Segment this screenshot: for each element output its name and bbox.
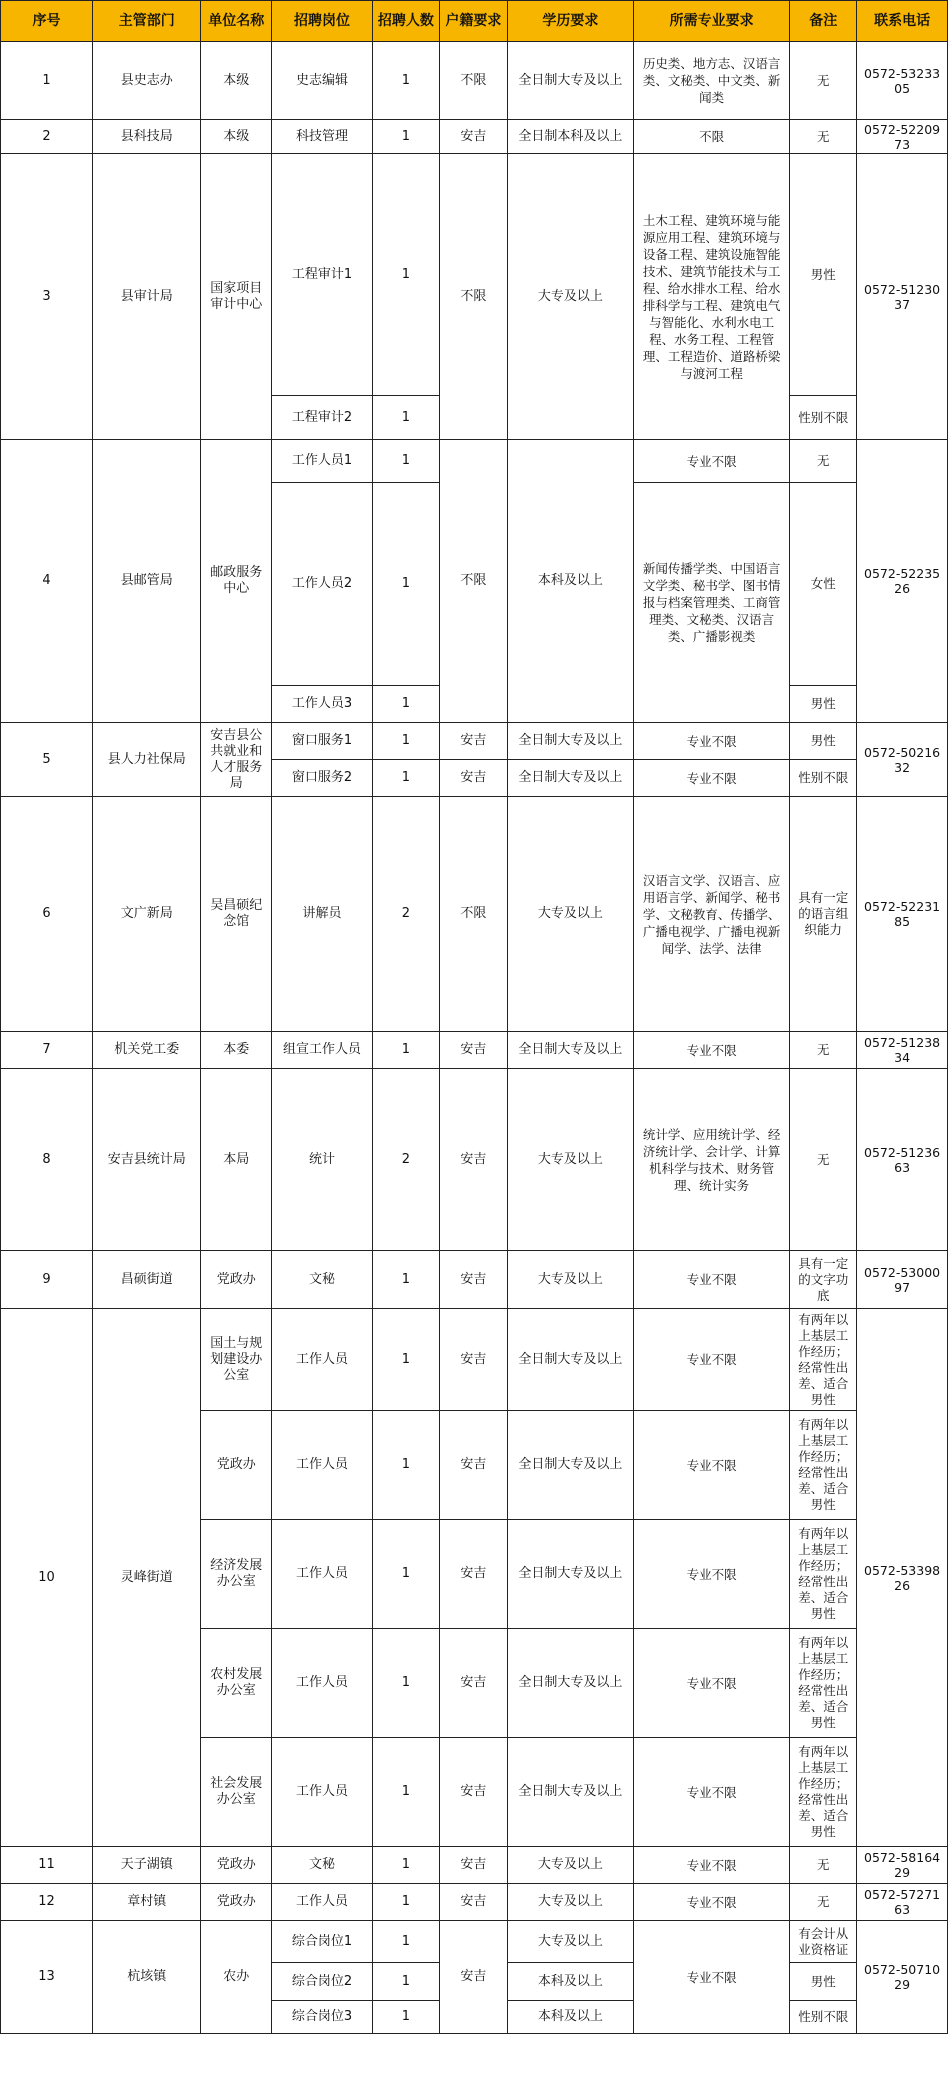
cell-huji: 安吉	[439, 1629, 507, 1738]
cell-post: 工作人员	[272, 1309, 373, 1411]
table-row	[1, 1309, 948, 1411]
cell-edu: 全日制大专及以上	[507, 1629, 633, 1738]
cell-note: 具有一定的语言组织能力	[790, 797, 857, 1032]
cell-unit: 农办	[201, 1921, 272, 2034]
cell-num: 1	[372, 440, 439, 483]
cell-unit: 吴昌硕纪念馆	[201, 797, 272, 1032]
cell-post: 工作人员	[272, 1411, 373, 1520]
cell-num: 1	[372, 1411, 439, 1520]
cell-dept: 县审计局	[93, 154, 201, 440]
cell-phone: 0572-5071029	[857, 1921, 948, 2034]
table-row	[1, 1251, 948, 1309]
cell-note: 有会计从业资格证	[790, 1921, 857, 1963]
cell-unit: 国土与规划建设办公室	[201, 1309, 272, 1411]
cell-no: 5	[1, 723, 93, 797]
cell-note: 性别不限	[790, 396, 857, 440]
cell-post: 工作人员3	[272, 686, 373, 723]
cell-edu: 本科及以上	[507, 440, 633, 723]
table-row	[1, 1069, 948, 1251]
cell-num: 1	[372, 1251, 439, 1309]
cell-no: 7	[1, 1032, 93, 1069]
cell-no: 2	[1, 120, 93, 154]
cell-no: 6	[1, 797, 93, 1032]
cell-huji: 安吉	[439, 120, 507, 154]
cell-num: 1	[372, 1847, 439, 1884]
cell-post: 工作人员	[272, 1629, 373, 1738]
cell-note: 无	[790, 1847, 857, 1884]
cell-unit: 经济发展办公室	[201, 1520, 272, 1629]
cell-no: 9	[1, 1251, 93, 1309]
cell-no: 8	[1, 1069, 93, 1251]
cell-post: 文秘	[272, 1847, 373, 1884]
cell-major: 汉语言文学、汉语言、应用语言学、新闻学、秘书学、文秘教育、传播学、广播电视学、广播电视新闻学、法学、法律	[633, 797, 789, 1032]
cell-edu: 大专及以上	[507, 1884, 633, 1921]
table-row	[1, 797, 948, 1032]
cell-phone: 0572-5123834	[857, 1032, 948, 1069]
cell-major: 专业不限	[633, 1309, 789, 1411]
cell-note: 无	[790, 120, 857, 154]
cell-huji: 安吉	[439, 1738, 507, 1847]
cell-major: 土木工程、建筑环境与能源应用工程、建筑环境与设备工程、建筑设施智能技术、建筑节能技术与工程、给水排水工程、给水排科学与工程、建筑电气与智能化、水利水电工程、水务工程、工程管理、工程造价、道路桥梁与渡河工程	[633, 154, 789, 440]
cell-edu: 全日制大专及以上	[507, 723, 633, 760]
cell-post: 科技管理	[272, 120, 373, 154]
table-row	[1, 42, 948, 120]
cell-post: 综合岗位3	[272, 2001, 373, 2034]
cell-unit: 本委	[201, 1032, 272, 1069]
cell-note: 男性	[790, 686, 857, 723]
cell-unit: 邮政服务中心	[201, 440, 272, 723]
cell-note: 无	[790, 440, 857, 483]
cell-huji: 安吉	[439, 1251, 507, 1309]
cell-no: 12	[1, 1884, 93, 1921]
cell-note: 男性	[790, 154, 857, 396]
cell-num: 1	[372, 760, 439, 797]
cell-edu: 大专及以上	[507, 1251, 633, 1309]
cell-note: 有两年以上基层工作经历；经常性出差、适合男性	[790, 1629, 857, 1738]
cell-phone: 0572-5220973	[857, 120, 948, 154]
cell-dept: 县人力社保局	[93, 723, 201, 797]
cell-phone: 0572-5727163	[857, 1884, 948, 1921]
cell-huji: 安吉	[439, 1921, 507, 2034]
cell-edu: 全日制大专及以上	[507, 1520, 633, 1629]
cell-post: 统计	[272, 1069, 373, 1251]
cell-major: 专业不限	[633, 440, 789, 483]
cell-post: 工程审计1	[272, 154, 373, 396]
header-row	[1, 1, 948, 42]
cell-unit: 党政办	[201, 1884, 272, 1921]
cell-post: 工作人员1	[272, 440, 373, 483]
header-no: 序号	[1, 1, 93, 42]
table-row	[1, 1847, 948, 1884]
cell-note: 无	[790, 1069, 857, 1251]
cell-edu: 全日制大专及以上	[507, 760, 633, 797]
cell-huji: 安吉	[439, 1411, 507, 1520]
cell-num: 1	[372, 1629, 439, 1738]
cell-note: 性别不限	[790, 760, 857, 797]
cell-huji: 安吉	[439, 1884, 507, 1921]
cell-num: 2	[372, 797, 439, 1032]
cell-phone: 0572-5123037	[857, 154, 948, 440]
cell-huji: 不限	[439, 440, 507, 723]
cell-major: 统计学、应用统计学、经济统计学、会计学、计算机科学与技术、财务管理、统计实务	[633, 1069, 789, 1251]
header-unit: 单位名称	[201, 1, 272, 42]
cell-unit: 本级	[201, 42, 272, 120]
cell-note: 男性	[790, 1963, 857, 2001]
cell-major: 不限	[633, 120, 789, 154]
cell-post: 文秘	[272, 1251, 373, 1309]
cell-note: 有两年以上基层工作经历；经常性出差、适合男性	[790, 1738, 857, 1847]
header-phone: 联系电话	[857, 1, 948, 42]
cell-edu: 全日制大专及以上	[507, 1032, 633, 1069]
cell-note: 无	[790, 1884, 857, 1921]
cell-no: 10	[1, 1309, 93, 1847]
cell-post: 综合岗位2	[272, 1963, 373, 2001]
header-dept: 主管部门	[93, 1, 201, 42]
cell-edu: 本科及以上	[507, 1963, 633, 2001]
cell-post: 史志编辑	[272, 42, 373, 120]
cell-unit: 国家项目审计中心	[201, 154, 272, 440]
cell-unit: 本级	[201, 120, 272, 154]
cell-edu: 本科及以上	[507, 2001, 633, 2034]
cell-num: 1	[372, 1963, 439, 2001]
cell-num: 1	[372, 723, 439, 760]
cell-edu: 大专及以上	[507, 1847, 633, 1884]
cell-note: 有两年以上基层工作经历；经常性出差、适合男性	[790, 1309, 857, 1411]
cell-note: 有两年以上基层工作经历；经常性出差、适合男性	[790, 1411, 857, 1520]
cell-edu: 大专及以上	[507, 1921, 633, 1963]
cell-dept: 章村镇	[93, 1884, 201, 1921]
cell-edu: 全日制大专及以上	[507, 1309, 633, 1411]
cell-unit: 安吉县公共就业和人才服务局	[201, 723, 272, 797]
cell-note: 女性	[790, 483, 857, 686]
cell-note: 具有一定的文字功底	[790, 1251, 857, 1309]
cell-edu: 全日制大专及以上	[507, 1738, 633, 1847]
cell-major: 专业不限	[633, 1884, 789, 1921]
cell-dept: 县邮管局	[93, 440, 201, 723]
cell-huji: 不限	[439, 797, 507, 1032]
cell-unit: 本局	[201, 1069, 272, 1251]
cell-major: 专业不限	[633, 1629, 789, 1738]
cell-dept: 县史志办	[93, 42, 201, 120]
table-row	[1, 723, 948, 760]
cell-major: 新闻传播学类、中国语言文学类、秘书学、图书情报与档案管理类、工商管理类、文秘类、汉语言类、广播影视类	[633, 483, 789, 723]
cell-major: 专业不限	[633, 1847, 789, 1884]
cell-num: 1	[372, 1884, 439, 1921]
cell-huji: 安吉	[439, 1032, 507, 1069]
cell-huji: 安吉	[439, 1309, 507, 1411]
header-num: 招聘人数	[372, 1, 439, 42]
cell-huji: 安吉	[439, 723, 507, 760]
header-post: 招聘岗位	[272, 1, 373, 42]
cell-num: 1	[372, 2001, 439, 2034]
cell-post: 工程审计2	[272, 396, 373, 440]
cell-unit: 农村发展办公室	[201, 1629, 272, 1738]
cell-num: 1	[372, 483, 439, 686]
cell-num: 1	[372, 1921, 439, 1963]
cell-dept: 杭垓镇	[93, 1921, 201, 2034]
table-row	[1, 1884, 948, 1921]
cell-major: 专业不限	[633, 1411, 789, 1520]
cell-num: 1	[372, 1309, 439, 1411]
table-row	[1, 440, 948, 483]
cell-huji: 不限	[439, 154, 507, 440]
cell-no: 1	[1, 42, 93, 120]
cell-major: 专业不限	[633, 1032, 789, 1069]
cell-dept: 文广新局	[93, 797, 201, 1032]
cell-huji: 安吉	[439, 1847, 507, 1884]
cell-post: 工作人员	[272, 1738, 373, 1847]
cell-dept: 机关党工委	[93, 1032, 201, 1069]
cell-phone: 0572-5300097	[857, 1251, 948, 1309]
cell-no: 11	[1, 1847, 93, 1884]
cell-dept: 安吉县统计局	[93, 1069, 201, 1251]
cell-post: 窗口服务1	[272, 723, 373, 760]
cell-num: 1	[372, 120, 439, 154]
cell-huji: 安吉	[439, 1520, 507, 1629]
cell-post: 工作人员	[272, 1520, 373, 1629]
cell-dept: 灵峰街道	[93, 1309, 201, 1847]
cell-dept: 县科技局	[93, 120, 201, 154]
cell-note: 无	[790, 1032, 857, 1069]
cell-huji: 不限	[439, 42, 507, 120]
cell-phone: 0572-5339826	[857, 1309, 948, 1847]
cell-post: 工作人员2	[272, 483, 373, 686]
table-row	[1, 1921, 948, 1963]
cell-phone: 0572-5223185	[857, 797, 948, 1032]
cell-num: 1	[372, 396, 439, 440]
cell-major: 专业不限	[633, 1251, 789, 1309]
header-huji: 户籍要求	[439, 1, 507, 42]
header-major: 所需专业要求	[633, 1, 789, 42]
cell-num: 1	[372, 1032, 439, 1069]
cell-major: 专业不限	[633, 723, 789, 760]
cell-major: 专业不限	[633, 760, 789, 797]
cell-major: 专业不限	[633, 1520, 789, 1629]
cell-phone: 0572-5816429	[857, 1847, 948, 1884]
cell-num: 2	[372, 1069, 439, 1251]
cell-major: 专业不限	[633, 1921, 789, 2034]
cell-note: 男性	[790, 723, 857, 760]
cell-edu: 大专及以上	[507, 797, 633, 1032]
cell-unit: 社会发展办公室	[201, 1738, 272, 1847]
cell-dept: 昌硕街道	[93, 1251, 201, 1309]
cell-unit: 党政办	[201, 1847, 272, 1884]
cell-edu: 全日制大专及以上	[507, 1411, 633, 1520]
table-row	[1, 1032, 948, 1069]
cell-post: 组宣工作人员	[272, 1032, 373, 1069]
cell-num: 1	[372, 42, 439, 120]
cell-phone: 0572-5021632	[857, 723, 948, 797]
cell-post: 窗口服务2	[272, 760, 373, 797]
cell-post: 综合岗位1	[272, 1921, 373, 1963]
cell-major: 历史类、地方志、汉语言类、文秘类、中文类、新闻类	[633, 42, 789, 120]
cell-no: 13	[1, 1921, 93, 2034]
cell-phone: 0572-5123663	[857, 1069, 948, 1251]
cell-edu: 大专及以上	[507, 1069, 633, 1251]
cell-num: 1	[372, 686, 439, 723]
cell-unit: 党政办	[201, 1251, 272, 1309]
cell-edu: 大专及以上	[507, 154, 633, 440]
cell-unit: 党政办	[201, 1411, 272, 1520]
cell-dept: 天子湖镇	[93, 1847, 201, 1884]
table-row	[1, 120, 948, 154]
cell-edu: 全日制大专及以上	[507, 42, 633, 120]
header-note: 备注	[790, 1, 857, 42]
cell-phone: 0572-5323305	[857, 42, 948, 120]
cell-post: 工作人员	[272, 1884, 373, 1921]
cell-no: 3	[1, 154, 93, 440]
cell-major: 专业不限	[633, 1738, 789, 1847]
cell-note: 有两年以上基层工作经历；经常性出差、适合男性	[790, 1520, 857, 1629]
cell-num: 1	[372, 154, 439, 396]
cell-no: 4	[1, 440, 93, 723]
header-edu: 学历要求	[507, 1, 633, 42]
cell-num: 1	[372, 1738, 439, 1847]
cell-note: 性别不限	[790, 2001, 857, 2034]
cell-note: 无	[790, 42, 857, 120]
cell-post: 讲解员	[272, 797, 373, 1032]
cell-huji: 安吉	[439, 1069, 507, 1251]
table-row	[1, 154, 948, 396]
cell-huji: 安吉	[439, 760, 507, 797]
cell-num: 1	[372, 1520, 439, 1629]
cell-phone: 0572-5223526	[857, 440, 948, 723]
cell-edu: 全日制本科及以上	[507, 120, 633, 154]
